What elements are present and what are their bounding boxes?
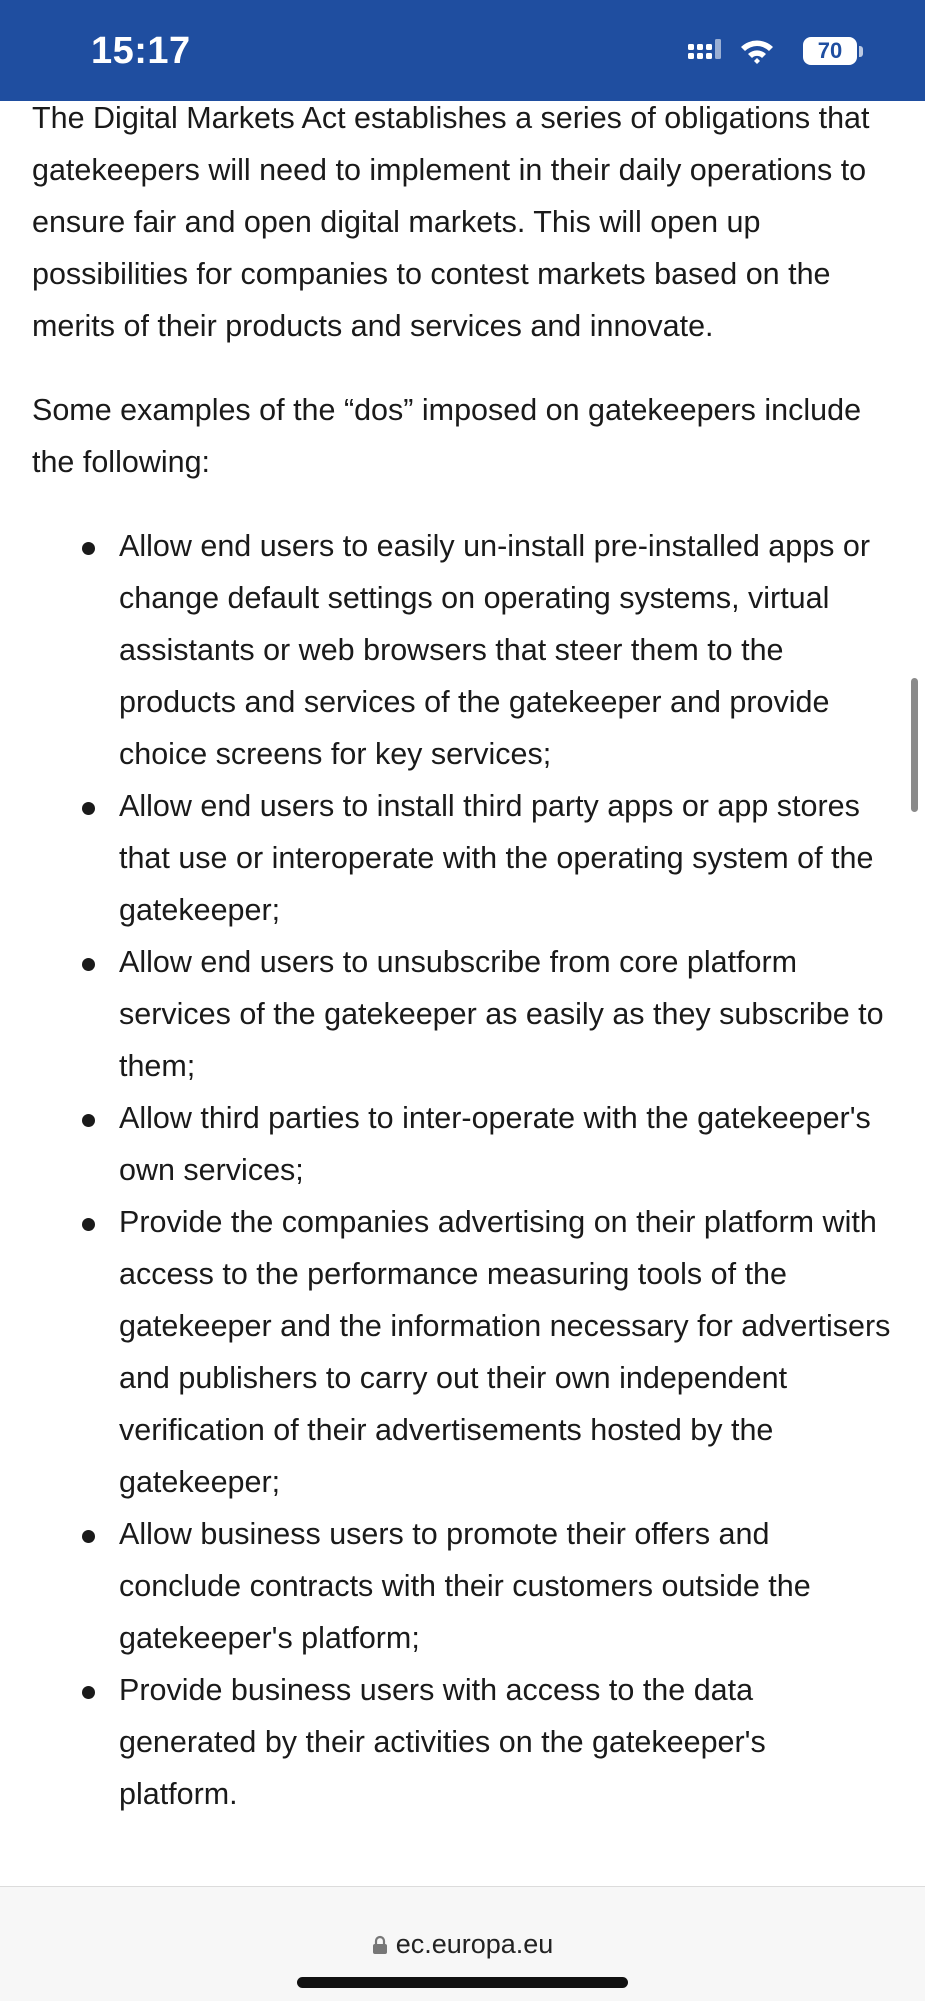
browser-bottom-bar <box>0 1886 925 2001</box>
url-text: ec.europa.eu <box>395 1929 554 1959</box>
battery-icon <box>803 37 857 65</box>
intro-paragraph: The Digital Markets Act establishes a series of obligations that gatekeepers will need to implement in their daily operations to ensure fair and open digital markets. This will open up possibilities for companies to contest markets based on the merits of their products and services and innovate. <box>32 101 870 343</box>
list-item: Provide the companies advertising on their platform with access to the performance measuring tools of the gatekeeper and the information necessary for advertisers and publishers to carry out their own independent verification of their advertisements hosted by the gatekeeper; <box>32 1196 892 1508</box>
wifi-icon <box>739 37 775 65</box>
cellular-signal-icon <box>687 39 725 65</box>
bullet-icon <box>82 958 95 971</box>
article-content <box>32 92 892 1820</box>
list-item: Allow end users to easily un-install pre-installed apps or change default settings on operating systems, virtual assistants or web browsers that steer them to the products and services of the gatekeeper and provide choice screens for key services; <box>32 520 892 780</box>
obligations-list <box>32 520 892 1820</box>
lead-in-paragraph: Some examples of the “dos” imposed on gatekeepers include the following: <box>32 393 862 479</box>
battery-level: 70 <box>817 38 843 63</box>
list-item: Allow third parties to inter-operate with the gatekeeper's own services; <box>32 1092 892 1196</box>
list-item: Provide business users with access to the data generated by their activities on the gatekeeper's platform. <box>32 1664 892 1820</box>
bullet-icon <box>82 802 95 815</box>
scrollbar[interactable] <box>911 678 918 812</box>
status-time: 15:17 <box>91 30 191 72</box>
bullet-icon <box>82 1218 95 1231</box>
status-bar <box>0 0 925 101</box>
bullet-icon <box>82 1114 95 1127</box>
address-bar[interactable] <box>0 1929 925 1960</box>
home-indicator[interactable] <box>297 1977 628 1988</box>
list-item: Allow business users to promote their offers and conclude contracts with their customers outside the gatekeeper's platform; <box>32 1508 892 1664</box>
bullet-icon <box>82 1686 95 1699</box>
list-item: Allow end users to unsubscribe from core platform services of the gatekeeper as easily as they subscribe to them; <box>32 936 892 1092</box>
list-item: Allow end users to install third party apps or app stores that use or interoperate with the operating system of the gatekeeper; <box>32 780 892 936</box>
bullet-icon <box>82 542 95 555</box>
bullet-icon <box>82 1530 95 1543</box>
lock-icon <box>372 1935 388 1955</box>
